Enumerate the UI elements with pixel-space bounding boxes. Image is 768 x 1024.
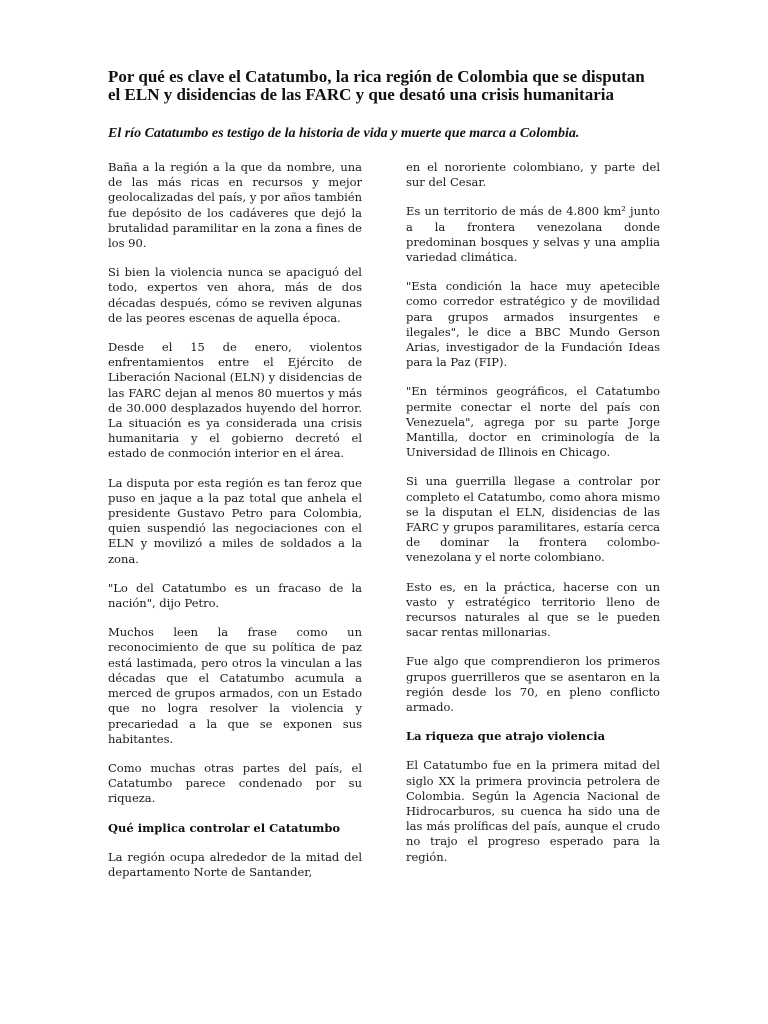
- paragraph: "Lo del Catatumbo es un fracaso de la nación", dijo Petro.: [108, 580, 362, 611]
- section-heading: La riqueza que atrajo violencia: [406, 729, 606, 744]
- paragraph: La región ocupa alrededor de la mitad del departamento Norte de Santander,: [108, 849, 362, 879]
- article-title: Por qué es clave el Catatumbo, la rica región de Colombia que se disputan el ELN y disidencias de las FARC y que desató una crisis humanitaria: [108, 67, 645, 104]
- paragraph: Baña a la región a la que da nombre, una de las más ricas en recursos y mejor geolocalizadas del país, y por años también fue depósito de los cadáveres que dejó la brutalidad paramilitar en la zona a fines de los 90.: [108, 160, 362, 251]
- right-column: [406, 160, 660, 894]
- article-subtitle: El río Catatumbo es testigo de la historia de vida y muerte que marca a Colombia.: [108, 126, 580, 141]
- paragraph: Esto es, en la práctica, hacerse con un vasto y estratégico territorio lleno de recursos naturales al que se le pueden sacar rentas millonarias.: [406, 579, 660, 640]
- paragraph: La disputa por esta región es tan feroz que puso en jaque a la paz total que anhela el presidente Gustavo Petro para Colombia, quien suspendió las negociaciones con el ELN y movilizó a miles de soldados a la zona.: [108, 475, 362, 566]
- paragraph: Como muchas otras partes del país, el Catatumbo parece condenado por su riqueza.: [108, 760, 362, 806]
- paragraph: Desde el 15 de enero, violentos enfrentamientos entre el Ejército de Liberación Nacional (ELN) y disidencias de las FARC dejan al menos 80 muertos y más de 30.000 desplazados huyendo del horror. La situación es ya considerada una crisis humanitaria y el gobierno decretó el estado de conmoción interior en el área.: [108, 340, 362, 461]
- section-heading: Qué implica controlar el Catatumbo: [108, 820, 341, 835]
- left-column: [108, 160, 362, 894]
- paragraph: Si una guerrilla llegase a controlar por completo el Catatumbo, como ahora mismo se la disputan el ELN, disidencias de las FARC y grupos paramilitares, estaría cerca de dominar la frontera colombo-venezolana y el norte colombiano.: [406, 474, 660, 565]
- article-page: [108, 68, 660, 894]
- paragraph: Si bien la violencia nunca se apaciguó del todo, expertos ven ahora, más de dos décadas después, cómo se reviven algunas de las peores escenas de aquella época.: [108, 265, 362, 325]
- paragraph: Muchos leen la frase como un reconocimiento de que su política de paz está lastimada, pero otros la vinculan a las décadas que el Catatumbo acumula a merced de grupos armados, con un Estado que no logra resolver la violencia y precariedad a la que se exponen sus habitantes.: [108, 625, 362, 746]
- paragraph: El Catatumbo fue en la primera mitad del siglo XX la primera provincia petrolera de Colombia. Según la Agencia Nacional de Hidrocarburos, su cuenca ha sido una de las más prolíficas del país, aunque el crudo no trajo el progreso esperado para la región.: [406, 758, 660, 864]
- paragraph: Es un territorio de más de 4.800 km² junto a la frontera venezolana donde predominan bosques y selvas y una amplia variedad climática.: [406, 204, 660, 265]
- paragraph: "Esta condición la hace muy apetecible como corredor estratégico y de movilidad para grupos armados insurgentes e ilegales", le dice a BBC Mundo Gerson Arias, investigador de la Fundación Ideas para la Paz (FIP).: [406, 279, 660, 370]
- article-body: [108, 160, 660, 894]
- paragraph: en el nororiente colombiano, y parte del sur del Cesar.: [406, 160, 660, 190]
- paragraph: Fue algo que comprendieron los primeros grupos guerrilleros que se asentaron en la región desde los 70, en pleno conflicto armado.: [406, 654, 660, 715]
- paragraph: "En términos geográficos, el Catatumbo permite conectar el norte del país con Venezuela", agrega por su parte Jorge Mantilla, doctor en criminología de la Universidad de Illinois en Chicago.: [406, 384, 660, 460]
